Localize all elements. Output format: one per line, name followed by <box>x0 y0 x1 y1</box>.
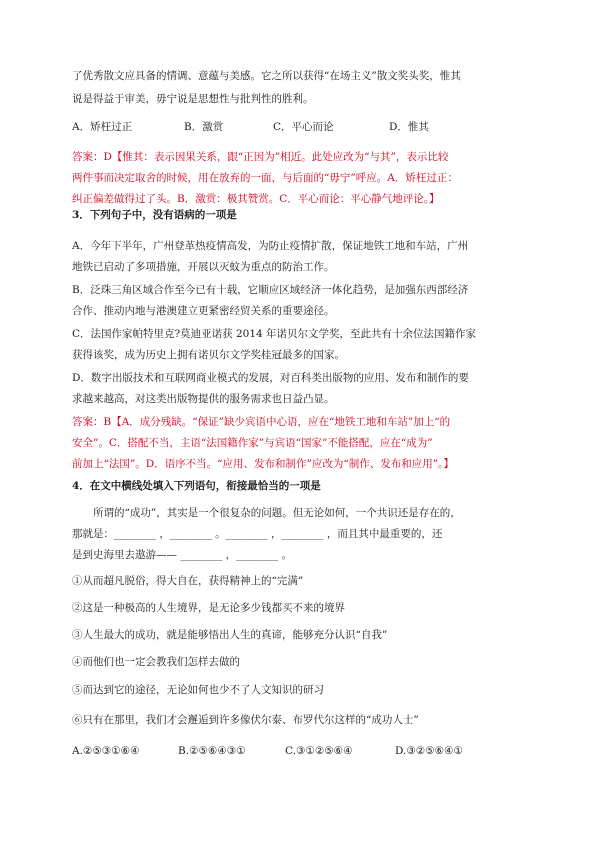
q3-option-b-line: 合作、推动内地与港澳建立更紧密经贸关系的重要途径。 <box>72 305 335 317</box>
q4-item: ⑤而达到它的途径，无论如何也少不了人文知识的研习 <box>72 684 324 696</box>
q3-option-d-line: 求越来越高，对这类出版物提供的服务需求也日益凸显。 <box>72 393 335 405</box>
q4-passage-line: 所谓的“成功”，其实是一个很复杂的问题。但无论如何，一个共识还是存在的， <box>93 507 461 519</box>
q4-item: ①从而超凡脱俗，得大自在，获得精神上的“完满” <box>72 575 304 587</box>
q2-option-a: A．矫枉过正 <box>72 121 133 133</box>
q4-choice-b: B.②⑤⑥④③① <box>178 745 246 757</box>
q3-option-a-line: A．今年下半年，广州登革热疫情高发，为防止疫情扩散，保证地铁工地和车站，广州 <box>72 240 469 252</box>
q4-item: ⑥只有在那里，我们才会邂逅到许多像伏尔泰、布罗代尔这样的“成功人士” <box>72 714 419 726</box>
q2-answer-line: 答案：D【惟其：表示因果关系，跟“正因为”相近。此处应改为“与其”，表示比较 <box>72 151 449 163</box>
q3-title: 3．下列句子中，没有语病的一项是 <box>72 209 237 221</box>
q3-option-b-line: B．泛珠三角区域合作至今已有十载，它顺应区域经济一体化趋势，是加强东西部经济 <box>72 284 469 296</box>
q4-choice-c: C.③①②⑤⑥④ <box>285 745 353 757</box>
passage-line: 说是得益于审美，毋宁说是思想性与批判性的胜利。 <box>72 93 314 105</box>
q3-answer-line: 前加上“法国”。D．语序不当。“应用、发布和制作”应改为“制作、发布和应用”。】 <box>72 458 454 470</box>
q2-option-d: D．惟其 <box>389 121 429 133</box>
q2-option-c: C．平心而论 <box>273 121 334 133</box>
q2-answer-line: 纠正偏差做得过了头。B．激赏：极其赞赏。C．平心而论：平心静气地评论。】 <box>72 193 440 205</box>
q4-passage-line: 那就是：________ ，________ 。________ ，________ ，而且其中最重要的，还 <box>72 528 443 540</box>
q4-item: ②这是一种极高的人生境界，是无论多少钱都买不来的境界 <box>72 602 345 614</box>
q3-answer-line: 答案：B【A．成分残缺。“保证”缺少宾语中心语，应在“地铁工地和车站”加上“的 <box>72 416 451 428</box>
passage-line: 了优秀散文应具备的情调、意蕴与美感。它之所以获得“在场主义”散文奖头奖，惟其 <box>72 70 461 82</box>
q4-item: ④而他们也一定会教我们怎样去做的 <box>72 656 240 668</box>
q2-option-b: B．激赏 <box>184 121 224 133</box>
q4-choice-d: D.③②⑤⑥④① <box>395 745 463 757</box>
q3-option-c-line: 获得该奖，成为历史上拥有诺贝尔文学奖桂冠最多的国家。 <box>72 349 345 361</box>
q3-option-d-line: D．数字出版技术和互联网商业模式的发展，对百科类出版物的应用、发布和制作的要 <box>72 372 469 384</box>
q4-passage-line: 是到史海里去遨游—— ________ ，________ 。 <box>72 549 293 561</box>
q2-answer-line: 两件事而决定取舍的时候，用在放弃的一面，与后面的“毋宁”呼应。A．矫枉过正： <box>72 172 458 184</box>
q4-item: ③人生最大的成功，就是能够悟出人生的真谛，能够充分认识“自我” <box>72 629 388 641</box>
q3-answer-line: 安全”。C．搭配不当，主语“法国籍作家”与宾语“国家”不能搭配，应在“成为” <box>72 437 433 449</box>
q3-option-c-line: C．法国作家帕特里克?莫迪亚诺获 2014 年诺贝尔文学奖，至此共有十余位法国籍作家 <box>72 328 477 340</box>
q4-choice-a: A.②⑤③①⑥④ <box>72 745 140 757</box>
q3-option-a-line: 地铁已启动了多项措施，开展以灭蚊为重点的防治工作。 <box>72 261 335 273</box>
q4-title: 4．在文中横线处填入下列语句，衔接最恰当的一项是 <box>72 480 321 492</box>
